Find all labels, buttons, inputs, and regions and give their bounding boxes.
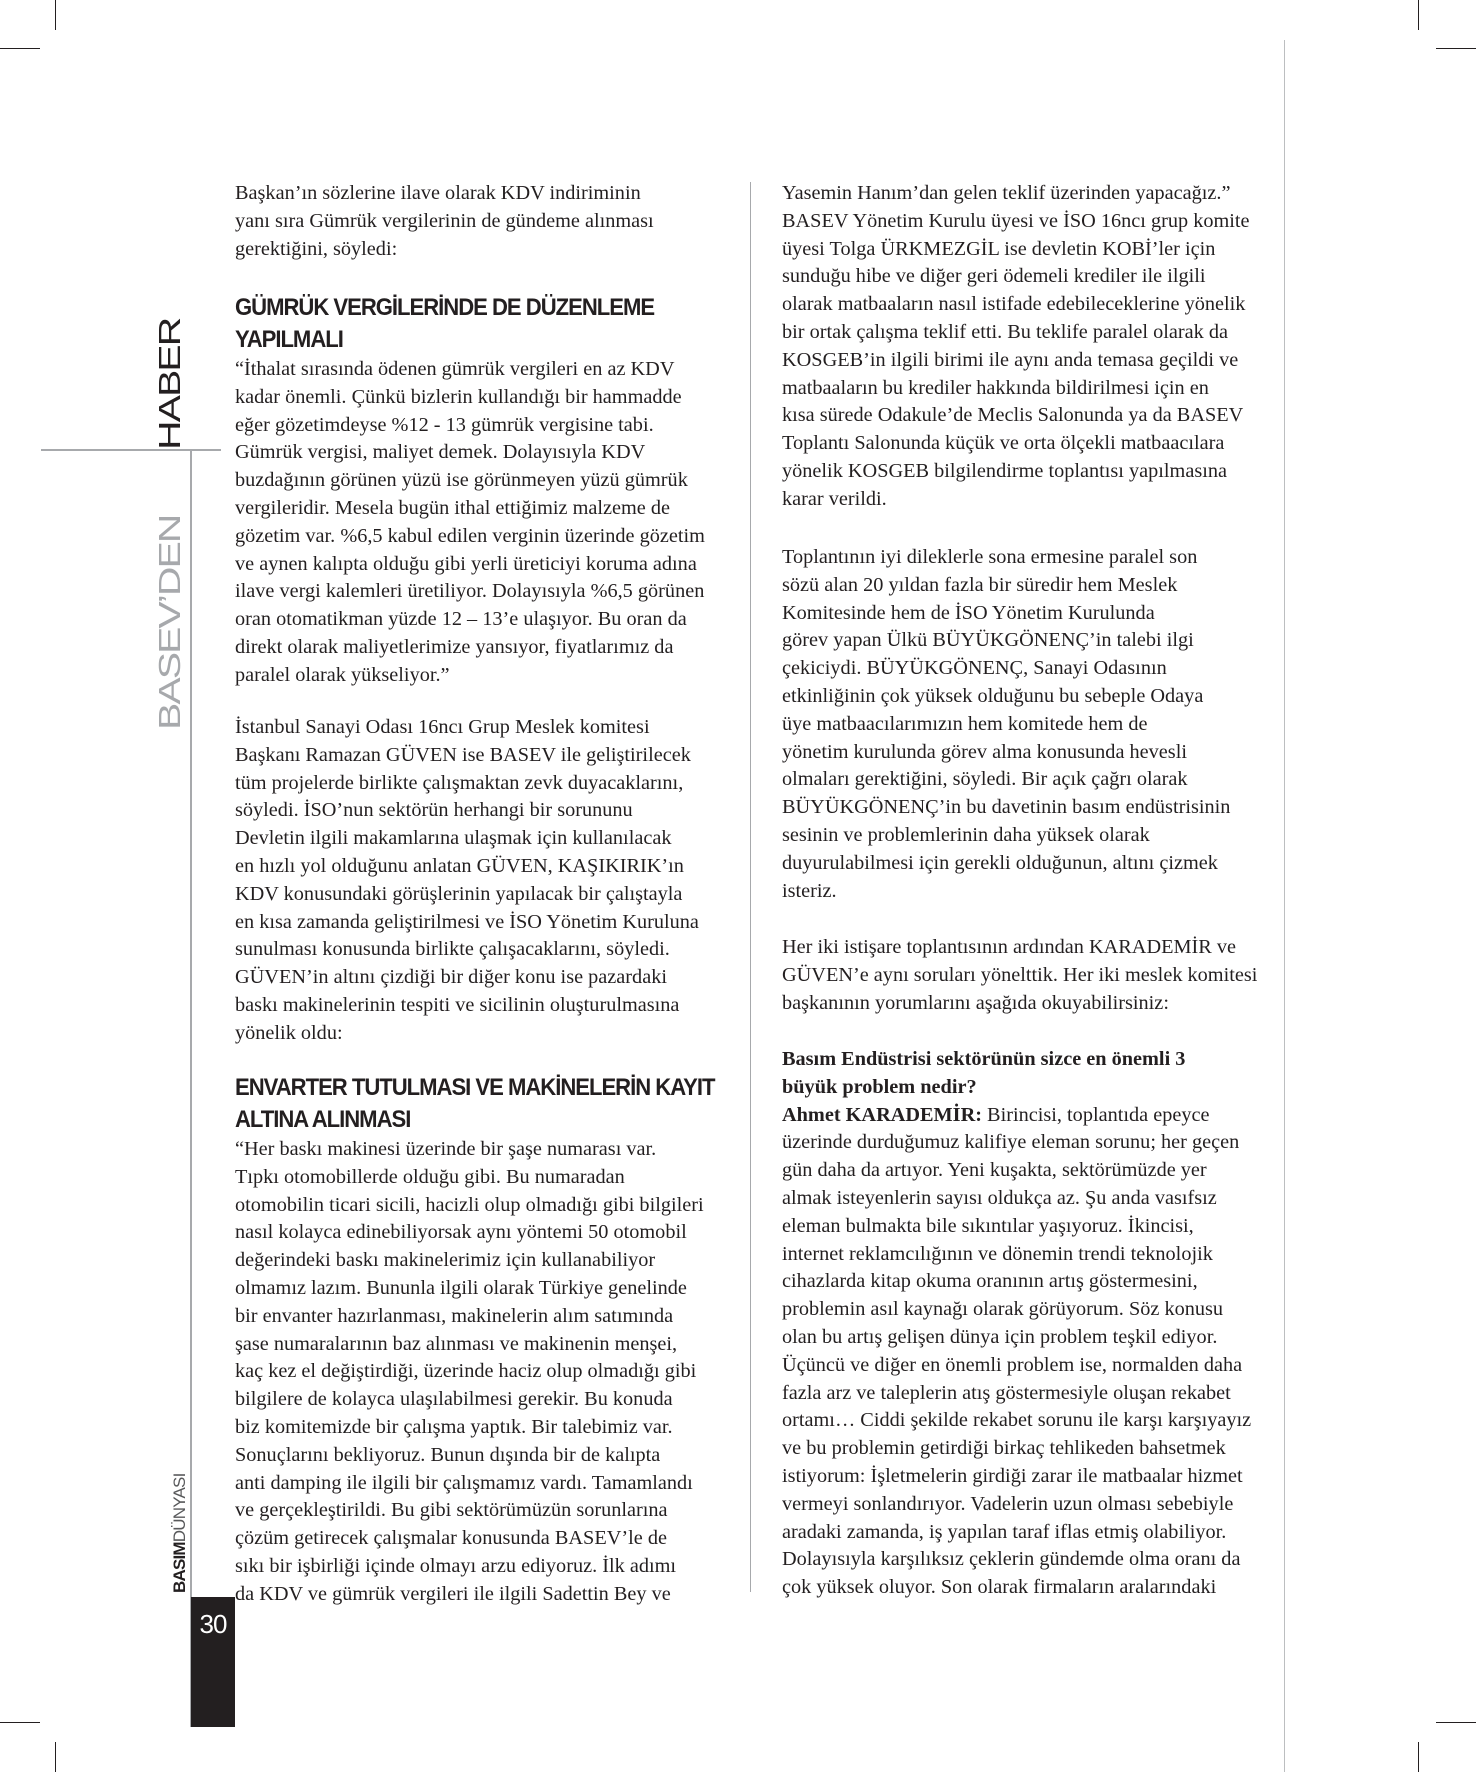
text-line: olarak matbaaların nasıl istifade edebileceklerine yönelik bbox=[782, 293, 1246, 316]
text-line: bilgilere de kolayca ulaşılabilmesi gerekir. Bu konuda bbox=[235, 1388, 673, 1411]
text-line: ve aynen kalıpta olduğu gibi yerli üreticiyi koruma adına bbox=[235, 552, 697, 575]
magazine-name-light: DÜNYASI bbox=[170, 1473, 189, 1543]
interview-answer bbox=[782, 1102, 1251, 1602]
text-line: yönelik oldu: bbox=[235, 1021, 343, 1044]
text-line: sunulması konusunda birlikte çalışacaklarını, söyledi. bbox=[235, 938, 670, 961]
text-line: yönelik KOSGEB bilgilendirme toplantısı yapılmasına bbox=[782, 459, 1228, 482]
text-line: söyledi. İSO’nun sektörün herhangi bir sorununu bbox=[235, 799, 633, 822]
text-line: aradaki zamanda, iş yapılan taraf iflas etmiş olabiliyor. bbox=[782, 1520, 1227, 1543]
text-line: İstanbul Sanayi Odası 16ncı Grup Meslek komitesi bbox=[235, 716, 650, 738]
text-line: şase numaralarının baz alınması ve makinenin menşei, bbox=[235, 1332, 678, 1355]
crop-mark bbox=[1418, 1742, 1419, 1772]
sidebar-horizontal-rule bbox=[41, 449, 221, 451]
paragraph bbox=[235, 1136, 704, 1609]
text-line: Toplantı Salonunda küçük ve orta ölçekli matbaacılara bbox=[782, 432, 1225, 455]
text-line: gün daha da artıyor. Yeni kuşakta, sektörümüzde yer bbox=[782, 1159, 1207, 1182]
text-line: en kısa zamanda geliştirilmesi ve İSO Yönetim Kuruluna bbox=[235, 910, 699, 933]
page-number: 30 bbox=[199, 1609, 227, 1639]
text-line: çekiciydi. BÜYÜKGÖNENÇ, Sanayi Odasının bbox=[782, 657, 1167, 680]
text-line: üzerinde durduğumuz kalifiye eleman sorunu; her geçen bbox=[782, 1131, 1240, 1154]
text-line: BÜYÜKGÖNENÇ’in bu davetinin basım endüstrisinin bbox=[782, 796, 1231, 819]
text-line: “Her baskı makinesi üzerinde bir şaşe numarası var. bbox=[235, 1138, 657, 1160]
magazine-name bbox=[170, 1474, 190, 1594]
text-line: biz komitemizde bir çalışma yaptık. Bir talebimiz var. bbox=[235, 1415, 673, 1438]
text-line: Başkan’ın sözlerine ilave olarak KDV indiriminin bbox=[235, 182, 641, 204]
text-line: YAPILMALI bbox=[235, 326, 343, 353]
section-heading bbox=[235, 292, 654, 356]
text-line: nasıl kolayca edinebiliyorsak aynı yöntemi 50 otomobil bbox=[235, 1221, 687, 1244]
text-line: “İthalat sırasında ödenen gümrük vergileri en az KDV bbox=[235, 358, 675, 380]
text-line: BASEV Yönetim Kurulu üyesi ve İSO 16ncı grup komite bbox=[782, 209, 1250, 232]
text-line: GÜMRÜK VERGİLERİNDE DE DÜZENLEME bbox=[235, 294, 655, 321]
text-line: istiyorum: İşletmelerin girdiği zarar ile matbaalar hizmet bbox=[782, 1464, 1243, 1487]
paragraph bbox=[782, 544, 1230, 905]
text-line: fazla arz ve taleplerin atış göstermesiyle oluşan rekabet bbox=[782, 1381, 1231, 1404]
text-line: direkt olarak maliyetlerimize yansıyor, fiyatlarımız da bbox=[235, 635, 674, 658]
text-line: ortamı… Ciddi şekilde rekabet sorunu ile karşı karşıyayız bbox=[782, 1409, 1252, 1432]
text-line: internet reklamcılığının ve dönemin trendi teknolojik bbox=[782, 1242, 1213, 1265]
text-line: kadar önemli. Çünkü bizlerin kullandığı bir hammadde bbox=[235, 385, 682, 408]
text-line: çözüm getirecek çalışmalar konusunda BASEV’le de bbox=[235, 1527, 667, 1550]
text-line: KDV konusundaki görüşlerinin yapılacak bir çalıştayla bbox=[235, 882, 683, 905]
section-label-haber: HABER bbox=[152, 318, 187, 450]
text-line: etkinliğinin çok yüksek olduğunu bu sebeple Odaya bbox=[782, 684, 1204, 707]
answer-text: Birincisi, toplantıda epeyce bbox=[981, 1103, 1210, 1126]
text-line: Yasemin Hanım’dan gelen teklif üzerinden yapacağız.” bbox=[782, 182, 1231, 204]
text-line: olmaları gerektiğini, söyledi. Bir açık çağrı olarak bbox=[782, 768, 1188, 791]
text-line: olan bu artış gelişen dünya için problem teşkil ediyor. bbox=[782, 1325, 1218, 1348]
paragraph bbox=[235, 180, 654, 263]
text-line: karar verildi. bbox=[782, 487, 887, 510]
page-number-box bbox=[191, 1597, 235, 1727]
text-line: vermeyi sonlandırıyor. Vadelerin uzun olması sebebiyle bbox=[782, 1492, 1234, 1515]
paragraph bbox=[782, 934, 1257, 1017]
text-line: tüm projelerde birlikte çalışmaktan zevk duyacaklarını, bbox=[235, 771, 684, 794]
interview-question bbox=[782, 1046, 1185, 1102]
text-line: gözetim var. %6,5 kabul edilen verginin üzerinde gözetim bbox=[235, 524, 705, 547]
text-line: GÜVEN’e aynı soruları yönelttik. Her iki meslek komitesi bbox=[782, 963, 1258, 986]
text-line: GÜVEN’in altını çizdiği bir diğer konu ise pazardaki bbox=[235, 966, 667, 989]
text-line: Tıpkı otomobillerde olduğu gibi. Bu numaradan bbox=[235, 1165, 625, 1188]
text-line: Komitesinde hem de İSO Yönetim Kurulunda bbox=[782, 601, 1155, 624]
paragraph bbox=[235, 714, 699, 1048]
text-line: Her iki istişare toplantısının ardından KARADEMİR ve bbox=[782, 936, 1237, 958]
text-line: isteriz. bbox=[782, 879, 837, 902]
text-line: Sonuçlarını bekliyoruz. Bunun dışında bir de kalıpta bbox=[235, 1443, 661, 1466]
text-line: sözü alan 20 yıldan fazla bir süredir hem Meslek bbox=[782, 573, 1178, 596]
crop-mark bbox=[0, 1722, 40, 1723]
crop-mark bbox=[1436, 48, 1476, 49]
text-line: Gümrük vergisi, maliyet demek. Dolayısıyla KDV bbox=[235, 441, 646, 464]
text-line: eğer gözetimdeyse %12 - 13 gümrük vergisine tabi. bbox=[235, 413, 654, 436]
text-line: bir envanter hazırlanması, makinelerin alım satımında bbox=[235, 1304, 674, 1327]
text-line: çok yüksek oluyor. Son olarak firmaların aralarındaki bbox=[782, 1576, 1217, 1599]
text-line: KOSGEB’in ilgili birimi ile aynı anda temasa geçildi ve bbox=[782, 348, 1239, 371]
crop-mark bbox=[1436, 1722, 1476, 1723]
text-line: buzdağının görünen yüzü ise görünmeyen yüzü gümrük bbox=[235, 469, 688, 492]
crop-mark bbox=[1418, 0, 1419, 30]
section-heading bbox=[235, 1072, 714, 1136]
text-line: ve gerçekleştirildi. Bu gibi sektörümüzün sorunlarına bbox=[235, 1499, 668, 1522]
text-line: da KDV ve gümrük vergileri ile ilgili Sadettin Bey ve bbox=[235, 1582, 671, 1605]
text-line: almak isteyenlerin sayısı oldukça az. Şu anda vasıfsız bbox=[782, 1186, 1217, 1209]
text-line: bir ortak çalışma teklif etti. Bu teklife paralel olarak da bbox=[782, 320, 1229, 343]
text-line: sıkı bir işbirliği içinde olmayı arzu ediyoruz. İlk adımı bbox=[235, 1554, 677, 1577]
paragraph bbox=[782, 180, 1250, 514]
text-line: kaç kez el değiştirdiği, üzerinde haciz olup olmadığı gibi bbox=[235, 1360, 697, 1383]
crop-mark bbox=[0, 48, 40, 49]
text-line: oran otomatikman yüzde 12 – 13’e ulaşıyor. Bu oran da bbox=[235, 608, 687, 631]
text-line: ALTINA ALINMASI bbox=[235, 1106, 411, 1133]
page-edge-line bbox=[1284, 40, 1285, 1772]
text-line: olmamız lazım. Bununla ilgili olarak Türkiye genelinde bbox=[235, 1276, 687, 1299]
text-line: ENVARTER TUTULMASI VE MAKİNELERİN KAYIT bbox=[235, 1074, 715, 1101]
text-line: paralel olarak yükseliyor.” bbox=[235, 663, 450, 686]
text-line: sesinin ve problemlerinin daha yüksek olarak bbox=[782, 823, 1150, 846]
text-line: cihazlarda kitap okuma oranının artış göstermesini, bbox=[782, 1270, 1198, 1293]
text-line: ilave vergi kalemleri üretiliyor. Dolayısıyla %6,5 görünen bbox=[235, 580, 705, 603]
text-line: anti damping ile ilgili bir çalışmamız vardı. Tamamlandı bbox=[235, 1471, 693, 1494]
sidebar-vertical-rule bbox=[190, 449, 192, 1727]
paragraph bbox=[235, 356, 705, 690]
text-line: kısa sürede Odakule’de Meclis Salonunda ya da BASEV bbox=[782, 404, 1244, 427]
text-line: büyük problem nedir? bbox=[782, 1075, 977, 1098]
crop-mark bbox=[55, 0, 56, 30]
text-line: görev yapan Ülkü BÜYÜKGÖNENÇ’in talebi ilgi bbox=[782, 629, 1194, 652]
text-line: en hızlı yol olduğunu anlatan GÜVEN, KAŞIKIRIK’ın bbox=[235, 854, 684, 877]
text-line: yönetim kurulunda görev alma konusunda hevesli bbox=[782, 740, 1187, 763]
text-line: başkanının yorumlarını aşağıda okuyabilirsiniz: bbox=[782, 991, 1169, 1014]
text-line: üye matbaacılarımızın hem komitede hem de bbox=[782, 712, 1148, 735]
text-line: Başkanı Ramazan GÜVEN ise BASEV ile geliştirilecek bbox=[235, 743, 691, 766]
text-line: eleman bulmakta bile sıkıntılar yaşıyoruz. İkincisi, bbox=[782, 1214, 1194, 1237]
text-line: değerindeki baskı makinelerimiz için kullanabiliyor bbox=[235, 1249, 656, 1272]
text-line: duyurulabilmesi için gerekli olduğunun, altını çizmek bbox=[782, 851, 1218, 874]
text-line bbox=[782, 1102, 1251, 1130]
section-label-basevden: BASEV’DEN bbox=[152, 515, 187, 730]
text-line: otomobilin ticari sicili, hacizli olup olmadığı gibi bilgileri bbox=[235, 1193, 704, 1216]
text-line: Toplantının iyi dileklerle sona ermesine paralel son bbox=[782, 546, 1198, 568]
text-line: üyesi Tolga ÜRKMEZGİL ise devletin KOBİ’ler için bbox=[782, 237, 1216, 260]
text-line: baskı makinelerinin tespiti ve sicilinin oluşturulmasına bbox=[235, 993, 680, 1016]
text-line: sunduğu hibe ve diğer geri ödemeli krediler ile ilgili bbox=[782, 265, 1206, 288]
magazine-name-bold: BASIM bbox=[170, 1542, 189, 1593]
text-line: yanı sıra Gümrük vergilerinin de gündeme alınması bbox=[235, 209, 654, 232]
text-line: Üçüncü ve diğer en önemli problem ise, normalden daha bbox=[782, 1353, 1243, 1376]
column-divider bbox=[750, 182, 751, 1592]
speaker-name: Ahmet KARADEMİR: bbox=[782, 1103, 982, 1126]
text-line: ve bu problemin getirdiği birkaç tehlikeden bahsetmek bbox=[782, 1437, 1226, 1460]
text-line: Dolayısıyla karşılıksız çeklerin gündemde olma oranı da bbox=[782, 1548, 1241, 1571]
text-line: matbaaların bu krediler hakkında bildirilmesi için en bbox=[782, 376, 1209, 399]
crop-mark bbox=[55, 1742, 56, 1772]
text-line: problemin asıl kaynağı olarak görüyorum. Söz konusu bbox=[782, 1298, 1224, 1321]
text-line: vergileridir. Mesela bugün ithal ettiğimiz malzeme de bbox=[235, 496, 670, 519]
text-line: Devletin ilgili makamlarına ulaşmak için kullanılacak bbox=[235, 827, 672, 850]
text-line: gerektiğini, söyledi: bbox=[235, 237, 398, 260]
text-line: Basım Endüstrisi sektörünün sizce en önemli 3 bbox=[782, 1048, 1186, 1070]
